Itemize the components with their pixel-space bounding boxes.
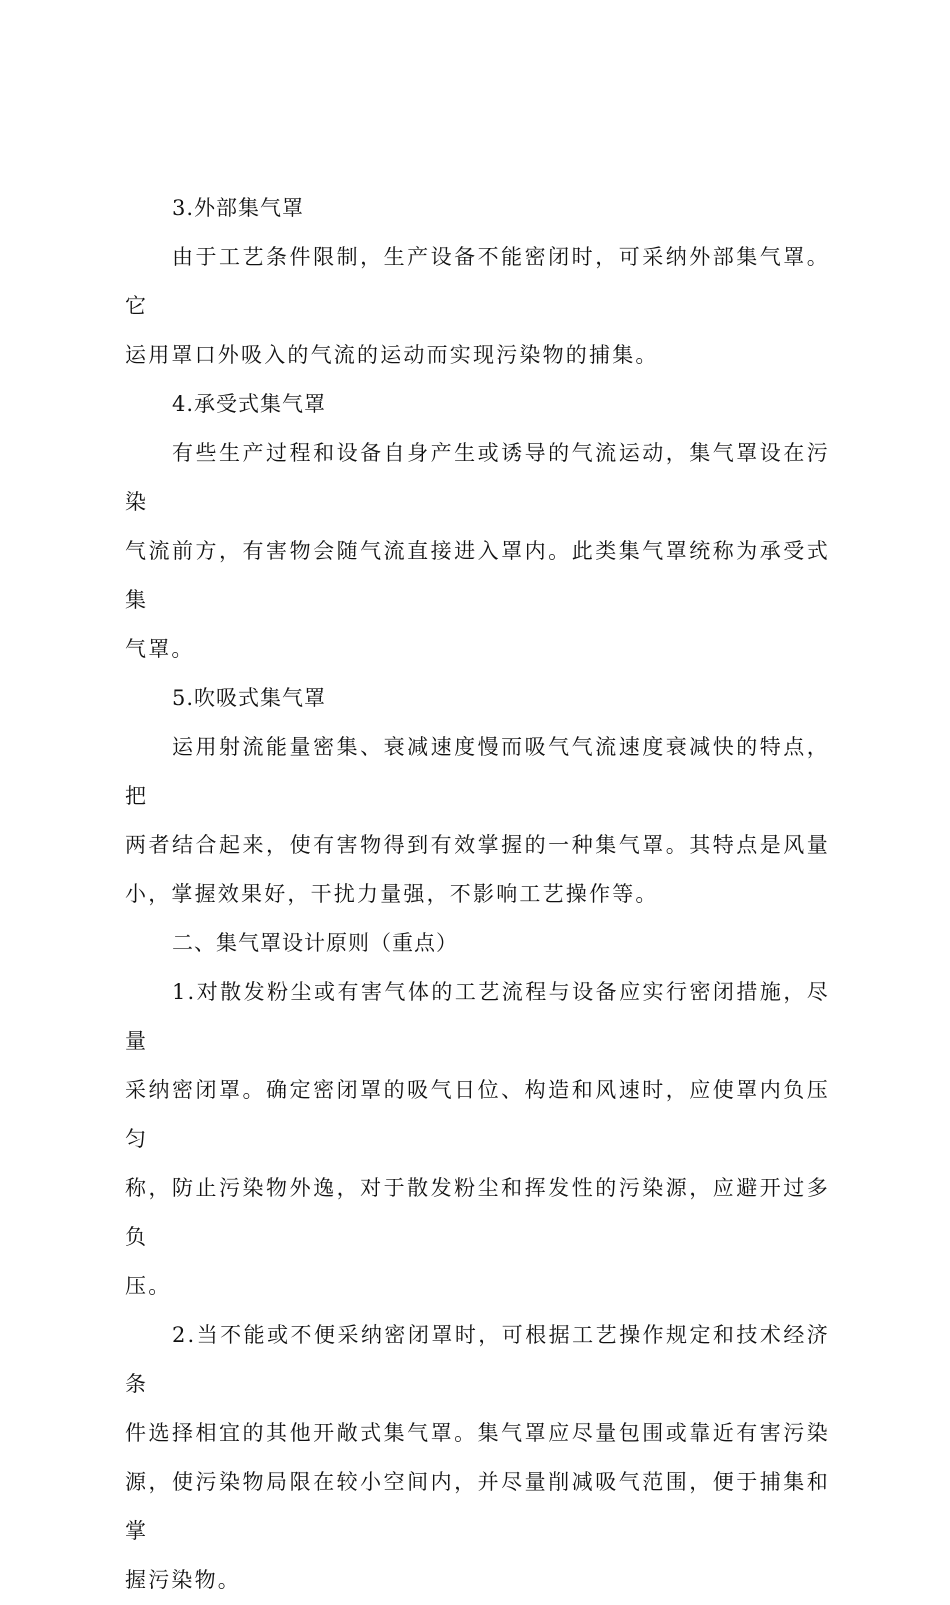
text-line: 运用罩口外吸入的气流的运动而实现污染物的捕集。: [125, 343, 659, 367]
text-line: 采纳密闭罩。确定密闭罩的吸气日位、构造和风速时，应使罩内负压匀: [125, 1078, 830, 1151]
paragraph-receiving-hood: [125, 429, 830, 674]
document-body: [125, 184, 830, 1605]
text-line: 小，掌握效果好，干扰力量强，不影响工艺操作等。: [125, 882, 659, 906]
paragraph-principle-2: [125, 1311, 830, 1605]
text-line: 气流前方，有害物会随气流直接进入罩内。此类集气罩统称为承受式集: [125, 539, 830, 612]
text-line: 称，防止污染物外逸，对于散发粉尘和挥发性的污染源，应避开过多负: [125, 1176, 830, 1249]
text-line: 压。: [125, 1274, 172, 1298]
text-line: 有些生产过程和设备自身产生或诱导的气流运动，集气罩设在污染: [125, 441, 830, 514]
text-line: 由于工艺条件限制，生产设备不能密闭时，可采纳外部集气罩。它: [125, 245, 830, 318]
text-line: 件选择相宜的其他开敞式集气罩。集气罩应尽量包围或靠近有害污染: [125, 1421, 830, 1445]
section-heading-receiving-hood: 4.承受式集气罩: [172, 392, 327, 416]
paragraph-external-hood: [125, 233, 830, 380]
text-line: 源，使污染物局限在较小空间内，并尽量削减吸气范围，便于捕集和掌: [125, 1470, 830, 1543]
section-heading-external-hood: 3.外部集气罩: [172, 196, 305, 220]
text-line: 气罩。: [125, 637, 195, 661]
paragraph-push-pull-hood: [125, 723, 830, 919]
section-heading-push-pull-hood: 5.吹吸式集气罩: [172, 686, 327, 710]
text-line: 2.当不能或不便采纳密闭罩时，可根据工艺操作规定和技术经济条: [125, 1323, 830, 1396]
paragraph-principle-1: [125, 968, 830, 1311]
text-line: 1.对散发粉尘或有害气体的工艺流程与设备应实行密闭措施，尽量: [125, 980, 830, 1053]
text-line: 握污染物。: [125, 1568, 241, 1592]
text-line: 两者结合起来，使有害物得到有效掌握的一种集气罩。其特点是风量: [125, 833, 830, 857]
section-heading-design-principles: 二、集气罩设计原则（重点）: [172, 931, 458, 955]
text-line: 运用射流能量密集、衰减速度慢而吸气气流速度衰减快的特点，把: [125, 735, 830, 808]
